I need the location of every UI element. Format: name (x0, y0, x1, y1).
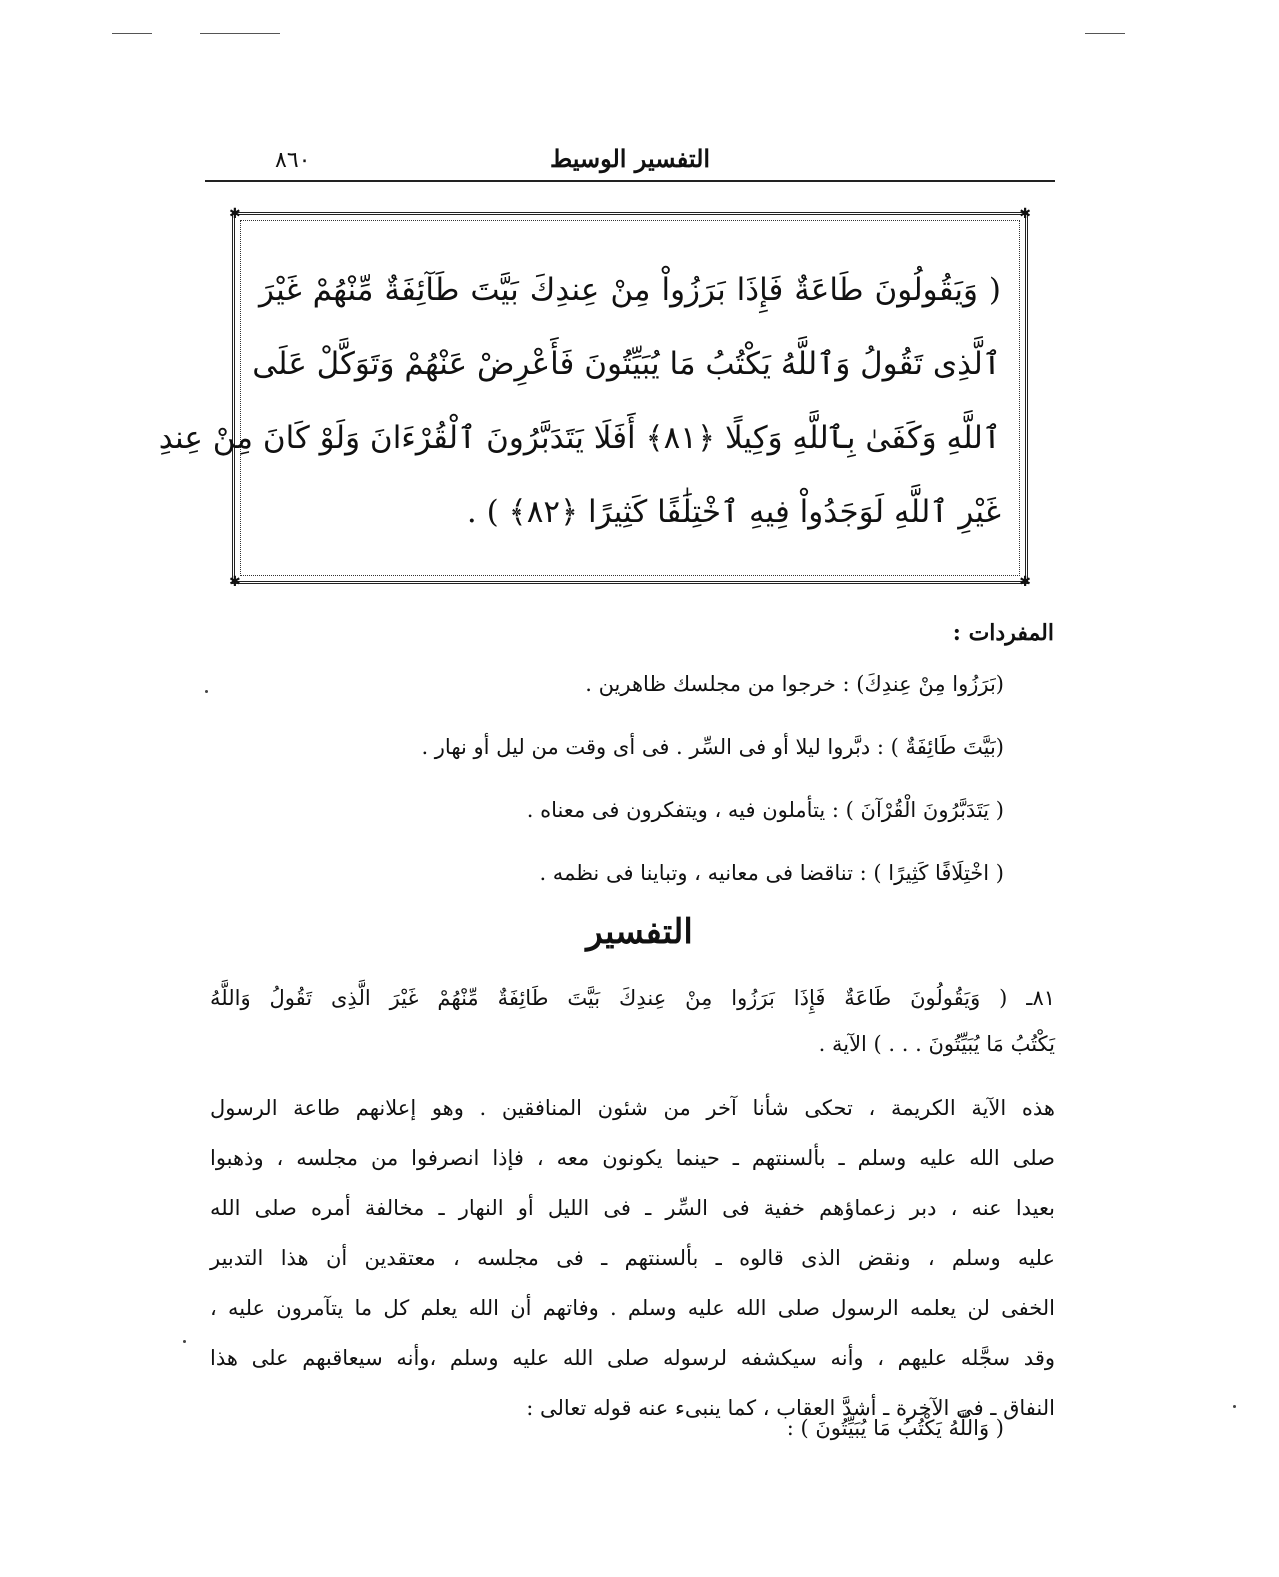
page-number: ٨٦٠ (275, 148, 311, 173)
quran-verse-box (158, 206, 1031, 590)
paragraph-line: الخفى لن يعلمه الرسول صلى الله عليه وسلم . وفاتهم أن الله يعلم كل ما يتآمرون عليه ، (210, 1296, 1055, 1320)
vocabulary-item: ( يَتَدَبَّرُونَ الْقُرْآنَ ) : يتأملون فيه ، ويتفكرون فى معناه . (526, 798, 1004, 822)
ornament-star-icon: ✱ (229, 206, 241, 222)
verse-text (158, 253, 1001, 549)
vocabulary-item: ( اخْتِلَافًا كَثِيرًا ) : تناقضا فى معانيه ، وتباينا فى نظمه . (539, 861, 1004, 885)
running-header (205, 140, 1055, 182)
scan-mark (1085, 33, 1125, 34)
paragraph-line: النفاق ـ فى الآخرة ـ أشدَّ العقاب ، كما ينبىء عنه قوله تعالى : (526, 1396, 1055, 1420)
scan-speck (183, 1340, 186, 1343)
vocabulary-item: (بَرَزُوا مِنْ عِندِكَ) : خرجوا من مجلسك ظاهرين . (585, 672, 1004, 696)
paragraph-line: بعيدا عنه ، دبر زعماؤهم خفية فى السِّر ـ فى الليل أو النهار ـ مخالفة أمره صلى الله (210, 1196, 1055, 1220)
vocabulary-heading: المفردات : (952, 620, 1054, 646)
paragraph-line: عليه وسلم ، ونقض الذى قالوه ـ بألسنتهم ـ فى مجلسه ، معتقدين أن هذا التدبير (210, 1246, 1055, 1270)
vocabulary-item: (بَيَّتَ طَائِفَةٌ ) : دبَّروا ليلا أو فى السِّر . فى أى وقت من ليل أو نهار . (421, 735, 1004, 759)
scan-speck (1233, 1405, 1236, 1408)
scan-mark (200, 33, 280, 34)
verse-line: ( وَيَقُولُونَ طَاعَةٌ فَإِذَا بَرَزُواْ مِنْ عِندِكَ بَيَّتَ طَآئِفَةٌ مِّنْهُمْ غَيْرَ (259, 272, 1001, 308)
verse-line: ٱللَّهِ وَكَفَىٰ بِٱللَّهِ وَكِيلًا ﴿٨١﴾ أَفَلَا يَتَدَبَّرُونَ ٱلْقُرْءَانَ وَلَوْ كَانَ مِنْ عِندِ (158, 420, 1001, 456)
verse-intro-line: ٨١ـ ( وَيَقُولُونَ طَاعَةٌ فَإِذَا بَرَزُوا مِنْ عِندِكَ بَيَّتَ طَائِفَةٌ مِّنْهُمْ غَيْرَ الَّذِى تَقُولُ وَاللَّهُ (210, 986, 1055, 1010)
paragraph-line: صلى الله عليه وسلم ـ بألسنتهم ـ حينما يكونون معه ، فإذا انصرفوا من مجلسه ، وذهبوا (210, 1146, 1055, 1170)
commentary-paragraph (210, 1083, 1055, 1433)
paragraph-line: هذه الآية الكريمة ، تحكى شأنا آخر من شئون المنافقين . وهو إعلانهم طاعة الرسول (210, 1096, 1055, 1120)
scan-speck (205, 690, 208, 693)
scan-mark (112, 33, 152, 34)
paragraph-line: وقد سجَّله عليهم ، وأنه سيكشفه لرسوله صلى الله عليه وسلم ،وأنه سيعاقبهم على هذا (210, 1346, 1055, 1370)
book-title: التفسير الوسيط (549, 144, 711, 173)
verse-line: ٱلَّذِى تَقُولُ وَٱللَّهُ يَكْتُبُ مَا يُبَيِّتُونَ فَأَعْرِضْ عَنْهُمْ وَتَوَكَّلْ عَلَى (252, 346, 1001, 382)
verse-line: غَيْرِ ٱللَّهِ لَوَجَدُواْ فِيهِ ٱخْتِلَٰفًا كَثِيرًا ﴿٨٢﴾ ) . (466, 494, 1001, 530)
verse-intro (210, 975, 1055, 1067)
ornament-star-icon: ✱ (229, 574, 241, 590)
verse-intro-line: يَكْتُبُ مَا يُبَيِّتُونَ . . . ) الآية . (818, 1032, 1055, 1056)
tafsir-heading: التفسير (586, 912, 693, 952)
closing-verse-quote: ( وَاللَّهُ يَكْتُبُ مَا يُبَيِّتُونَ ) : (786, 1416, 1004, 1440)
ornament-star-icon: ✱ (1019, 574, 1031, 590)
ornament-star-icon: ✱ (1019, 206, 1031, 222)
